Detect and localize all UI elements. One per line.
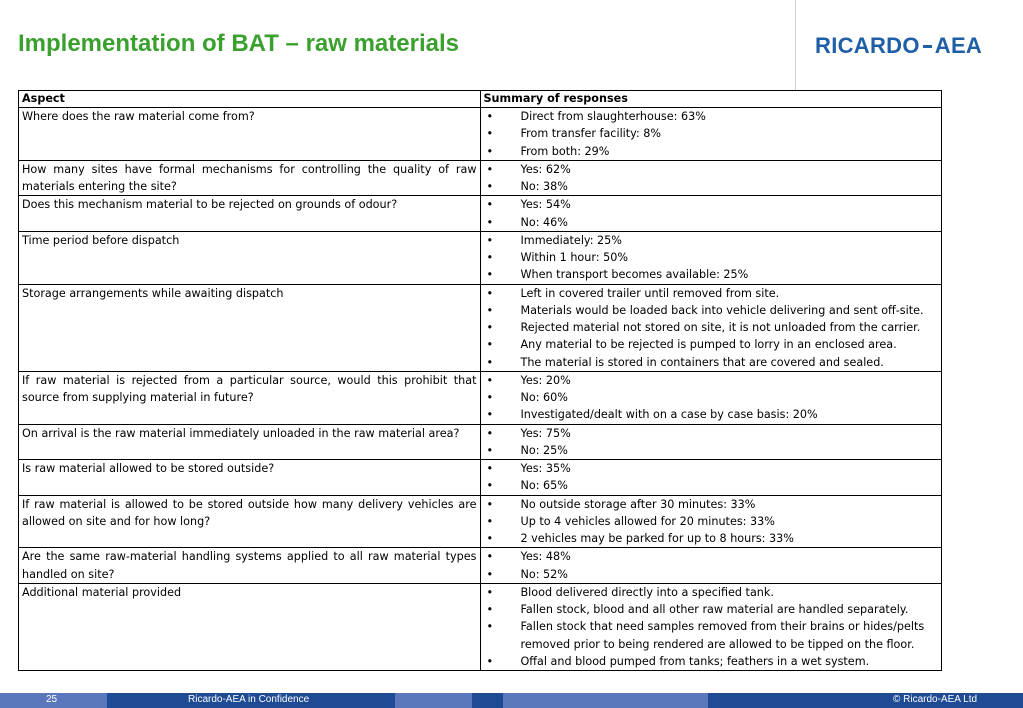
responses-list [484, 548, 939, 583]
table-row [19, 371, 942, 424]
column-header-summary: Summary of responses [480, 91, 942, 108]
response-item: • Yes: 62% [484, 161, 939, 178]
response-item: • Yes: 20% [484, 372, 939, 389]
table-header-row [19, 91, 942, 108]
table-row [19, 548, 942, 584]
aspect-cell: Time period before dispatch [19, 231, 481, 284]
header-divider [795, 0, 796, 90]
response-item: • Investigated/dealt with on a case by case basis: 20% [484, 406, 939, 423]
ricardo-aea-logo [815, 33, 982, 59]
response-item: • No: 60% [484, 389, 939, 406]
responses-cell [480, 196, 942, 232]
response-item: • Yes: 54% [484, 196, 939, 213]
responses-list [484, 584, 939, 670]
responses-list [484, 108, 939, 160]
table-row [19, 460, 942, 496]
responses-list [484, 232, 939, 284]
aspect-cell: How many sites have formal mechanisms for controlling the quality of raw materials entering the site? [19, 160, 481, 196]
response-item: • Blood delivered directly into a specified tank. [484, 584, 939, 601]
responses-list [484, 460, 939, 495]
response-item: • When transport becomes available: 25% [484, 266, 939, 283]
page-number: 25 [46, 694, 58, 705]
response-item: • No: 65% [484, 477, 939, 494]
responses-list [484, 425, 939, 460]
responses-cell [480, 231, 942, 284]
aspect-cell: If raw material is allowed to be stored outside how many delivery vehicles are allowed on site and for how long? [19, 495, 481, 548]
response-item: • No: 25% [484, 442, 939, 459]
responses-cell [480, 548, 942, 584]
logo-text-ricardo: RICARDO [815, 33, 920, 58]
response-item: • Within 1 hour: 50% [484, 249, 939, 266]
response-item: • The material is stored in containers that are covered and sealed. [484, 354, 939, 371]
column-header-aspect: Aspect [19, 91, 481, 108]
response-item: • Materials would be loaded back into vehicle delivering and sent off-site. [484, 302, 939, 319]
responses-cell [480, 460, 942, 496]
response-item: • No: 52% [484, 566, 939, 583]
responses-list [484, 285, 939, 371]
table-body [19, 108, 942, 671]
response-item: • 2 vehicles may be parked for up to 8 hours: 33% [484, 530, 939, 547]
aspect-cell: Are the same raw-material handling systems applied to all raw material types handled on site? [19, 548, 481, 584]
responses-cell [480, 424, 942, 460]
responses-cell [480, 284, 942, 371]
response-item: • Direct from slaughterhouse: 63% [484, 108, 939, 125]
responses-cell [480, 108, 942, 161]
table-row [19, 196, 942, 232]
response-item: • Any material to be rejected is pumped to lorry in an enclosed area. [484, 336, 939, 353]
responses-cell [480, 371, 942, 424]
aspect-cell: Storage arrangements while awaiting dispatch [19, 284, 481, 371]
logo-text-aea: AEA [934, 33, 983, 58]
responses-cell [480, 495, 942, 548]
footer-segment [503, 693, 708, 708]
table-row [19, 284, 942, 371]
table-row [19, 108, 942, 161]
responses-cell [480, 160, 942, 196]
logo-dash [923, 45, 932, 48]
footer-bar [0, 693, 1023, 708]
copyright-note: © Ricardo-AEA Ltd [893, 694, 978, 705]
aspect-cell: On arrival is the raw material immediately unloaded in the raw material area? [19, 424, 481, 460]
response-item: • From both: 29% [484, 143, 939, 160]
response-item: • Yes: 75% [484, 425, 939, 442]
response-item: • Rejected material not stored on site, it is not unloaded from the carrier. [484, 319, 939, 336]
response-item: • Immediately: 25% [484, 232, 939, 249]
response-item: • Fallen stock, blood and all other raw material are handled separately. [484, 601, 939, 618]
responses-list [484, 496, 939, 548]
table-row [19, 495, 942, 548]
response-item: • No: 38% [484, 178, 939, 195]
footer-segment [395, 693, 472, 708]
response-item: • Up to 4 vehicles allowed for 20 minutes: 33% [484, 513, 939, 530]
response-item: • Left in covered trailer until removed from site. [484, 285, 939, 302]
aspect-cell: Is raw material allowed to be stored outside? [19, 460, 481, 496]
response-item: • Yes: 35% [484, 460, 939, 477]
response-item: • No outside storage after 30 minutes: 33% [484, 496, 939, 513]
bat-raw-materials-table [18, 90, 942, 671]
response-item: • From transfer facility: 8% [484, 125, 939, 142]
response-item: • Offal and blood pumped from tanks; feathers in a wet system. [484, 653, 939, 670]
table-row [19, 160, 942, 196]
aspect-cell: Does this mechanism material to be rejected on grounds of odour? [19, 196, 481, 232]
table-row [19, 424, 942, 460]
responses-cell [480, 583, 942, 670]
responses-list [484, 161, 939, 196]
responses-list [484, 372, 939, 424]
table-row [19, 231, 942, 284]
confidentiality-note: Ricardo-AEA in Confidence [188, 694, 310, 705]
response-item: • Yes: 48% [484, 548, 939, 565]
response-item: • Fallen stock that need samples removed from their brains or hides/pelts removed prior to being rendered are allowed to be tipped on the floor. [484, 618, 939, 653]
aspect-cell: If raw material is rejected from a particular source, would this prohibit that source from supplying material in future? [19, 371, 481, 424]
page-title: Implementation of BAT – raw materials [18, 30, 459, 57]
table-row [19, 583, 942, 670]
responses-list [484, 196, 939, 231]
response-item: • No: 46% [484, 214, 939, 231]
aspect-cell: Where does the raw material come from? [19, 108, 481, 161]
aspect-cell: Additional material provided [19, 583, 481, 670]
